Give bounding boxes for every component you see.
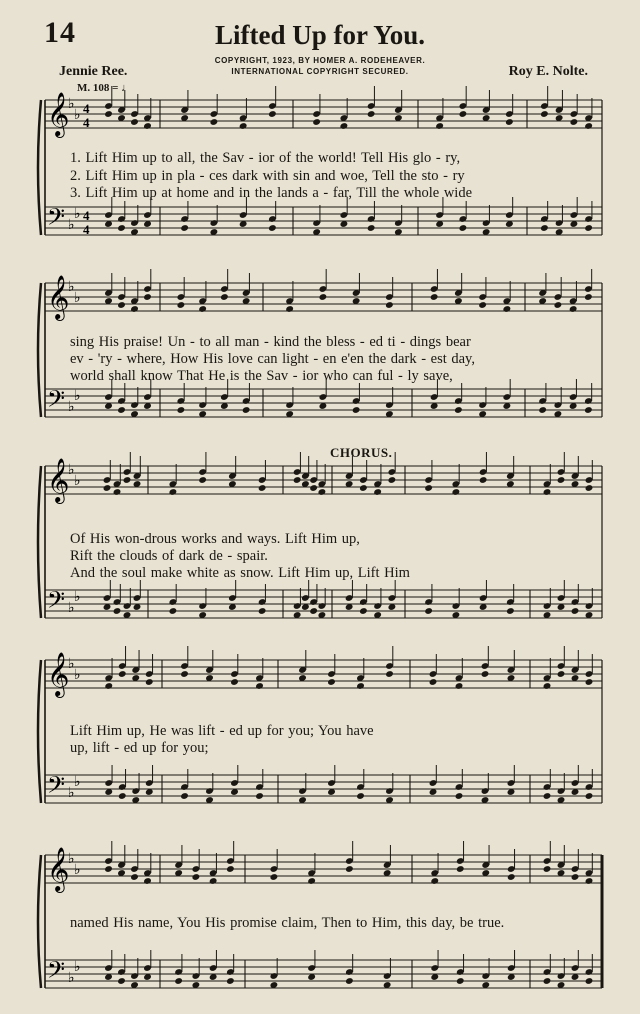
note-head [340,122,349,130]
note-head [430,877,439,885]
note-head [104,682,113,690]
note-head [456,865,465,873]
lyricist-credit: Jennie Ree. [59,64,128,79]
note-head [452,488,461,496]
note-head [309,484,318,492]
flat-sign-icon: ♭ [74,389,81,404]
note-head [570,118,579,126]
system-bracket [38,660,41,803]
flat-sign-icon: ♭ [68,400,75,415]
bass-clef-icon: 𝄢 [47,203,66,236]
note-head [177,301,186,309]
note-head [319,293,328,301]
copyright-line: COPYRIGHT, 1923, BY HOMER A. RODEHEAVER. [214,56,426,65]
flat-sign-icon: ♭ [68,463,75,478]
note-head [117,977,126,985]
bass-clef-icon: 𝄢 [47,385,66,418]
treble-clef-icon: 𝄞 [47,275,70,319]
note-head [584,122,593,130]
note-head [210,118,219,126]
note-head [307,877,316,885]
note-head [270,873,279,881]
time-signature-top: 4 [83,101,90,116]
note-head [584,406,593,414]
note-head [285,305,294,313]
note-head [455,792,464,800]
note-head [424,484,433,492]
lyric-line-verse-3: And the soul make white as snow. Lift Him up, Lift Him [70,565,410,581]
bass-clef-icon: 𝄢 [47,771,66,804]
chorus-label: CHORUS. [330,445,393,460]
note-head [557,476,566,484]
note-head [268,224,277,232]
note-head [226,865,235,873]
note-head [454,406,463,414]
note-head [169,607,178,615]
note-head [543,682,552,690]
note-head [385,301,394,309]
metronome-text: M. 108 = [77,82,119,94]
note-head [584,293,593,301]
note-head [192,873,201,881]
note-head [209,877,218,885]
hymn-title: Lifted Up for You. [214,20,425,50]
note-head [117,406,126,414]
note-head [481,670,490,678]
lyric-line-chorus: Lift Him up, He was lift - ed up for you; You have [70,723,374,739]
bass-clef-icon: 𝄢 [47,586,66,619]
note-head [145,678,154,686]
flat-sign-icon: ♭ [74,775,81,790]
note-head [143,293,152,301]
note-head [143,122,152,130]
note-head [388,476,397,484]
note-head [293,476,302,484]
note-head [505,118,514,126]
lyric-line-verse-1: Of His won-drous works and ways. Lift Him up, [70,531,360,547]
note-head [543,865,552,873]
hymn-number: 14 [44,16,76,49]
note-head [585,678,594,686]
note-head [130,118,139,126]
note-head [117,301,126,309]
note-head [174,977,183,985]
note-head [180,670,189,678]
note-head [571,873,580,881]
flat-sign-icon: ♭ [68,852,75,867]
note-head [180,792,189,800]
note-head [356,682,365,690]
flat-sign-icon: ♭ [68,280,75,295]
note-head [506,607,515,615]
time-signature-bottom: 4 [83,222,90,237]
note-head [255,682,264,690]
note-head [478,301,487,309]
note-head [543,488,552,496]
note-head [345,865,354,873]
note-head [226,977,235,985]
lyric-line-verse-3: world shall know That He is the Sav - ior who can ful - ly save, [70,368,453,384]
note-head [123,476,132,484]
note-head [585,977,594,985]
flat-sign-icon: ♭ [74,590,81,605]
note-head [180,224,189,232]
note-head [113,607,122,615]
note-head [130,305,139,313]
note-head [220,293,229,301]
note-head [143,877,152,885]
note-head [104,865,113,873]
note-head [359,484,368,492]
note-head [177,406,186,414]
note-head [373,488,382,496]
note-head [479,476,488,484]
flat-sign-icon: ♭ [68,97,75,112]
note-head [424,607,433,615]
note-head [130,873,139,881]
treble-clef-icon: 𝄞 [47,92,70,136]
note-head [312,118,321,126]
note-head [255,792,264,800]
note-head [455,682,464,690]
time-signature-top: 4 [83,208,90,223]
lyric-line-verse-1: sing His praise! Un - to all man - kind the bless - ed ti - dings bear [70,334,471,350]
note-head [309,607,318,615]
note-head [327,678,336,686]
note-head [503,305,512,313]
note-head [258,484,267,492]
system-bracket [38,855,41,988]
note-head [540,110,549,118]
system-bracket [38,100,41,235]
note-head [543,977,552,985]
flat-sign-icon: ♭ [74,108,81,123]
flat-sign-icon: ♭ [68,971,75,986]
lyric-line-verse-1: 1. Lift Him up to all, the Sav - ior of the world! Tell His glo - ry, [70,150,461,166]
note-head [318,488,327,496]
note-head [118,792,127,800]
note-head [459,110,468,118]
composer-credit: Roy E. Nolte. [508,64,588,79]
note-head [242,406,251,414]
note-head [456,977,465,985]
note-head [540,224,549,232]
flat-sign-icon: ♭ [68,657,75,672]
note-head [113,488,122,496]
note-head [571,607,580,615]
note-head [538,406,547,414]
flat-sign-icon: ♭ [74,668,81,683]
note-head [198,476,207,484]
flat-sign-icon: ♭ [74,863,81,878]
flat-sign-icon: ♭ [68,786,75,801]
note-head [459,224,468,232]
treble-clef-icon: 𝄞 [47,652,70,696]
note-head [356,792,365,800]
lyric-line-verse-2: Rift the clouds of dark de - spair. [70,548,268,564]
note-head [359,607,368,615]
note-head [543,792,552,800]
lyric-line-chorus-bass: up, lift - ed up for you; [70,740,209,756]
note-head [584,224,593,232]
flat-sign-icon: ♭ [68,601,75,616]
note-head [367,224,376,232]
lyric-line-verse-2: ev - 'ry - where, How His love can light - en e'en the dark - est day, [70,351,475,367]
flat-sign-icon: ♭ [74,291,81,306]
note-head [507,873,516,881]
lyric-line-chorus-end: named His name, You His promise claim, Then to Him, this day, be true. [70,915,505,931]
flat-sign-icon: ♭ [68,218,75,233]
note-head [103,484,112,492]
time-signature-bottom: 4 [83,115,90,130]
flat-sign-icon: ♭ [74,960,81,975]
note-head [345,977,354,985]
note-head [385,670,394,678]
quarter-note-icon: ♩ [121,82,133,94]
note-head [585,792,594,800]
note-head [585,484,594,492]
note-head [118,670,127,678]
system-bracket [38,283,41,417]
note-head [169,488,178,496]
note-head [258,607,267,615]
note-head [239,122,248,130]
note-head [557,670,566,678]
note-head [554,301,563,309]
note-head [367,110,376,118]
note-head [198,305,207,313]
bass-clef-icon: 𝄢 [47,956,66,989]
lyric-line-verse-2: 2. Lift Him up in pla - ces dark with sin and woe, Tell the sto - ry [70,168,465,184]
note-head [569,305,578,313]
note-head [352,406,361,414]
copyright-line: INTERNATIONAL COPYRIGHT SECURED. [231,67,409,76]
system-bracket [38,466,41,618]
lyric-line-verse-3: 3. Lift Him up at home and in the lands a - far, Till the whole wide [70,185,473,201]
treble-clef-icon: 𝄞 [47,458,70,502]
note-head [429,678,438,686]
note-head [585,877,594,885]
treble-clef-icon: 𝄞 [47,847,70,891]
note-head [430,293,439,301]
flat-sign-icon: ♭ [74,207,81,222]
note-head [117,224,126,232]
note-head [268,110,277,118]
flat-sign-icon: ♭ [74,474,81,489]
note-head [435,122,444,130]
note-head [230,678,239,686]
note-head [104,110,113,118]
